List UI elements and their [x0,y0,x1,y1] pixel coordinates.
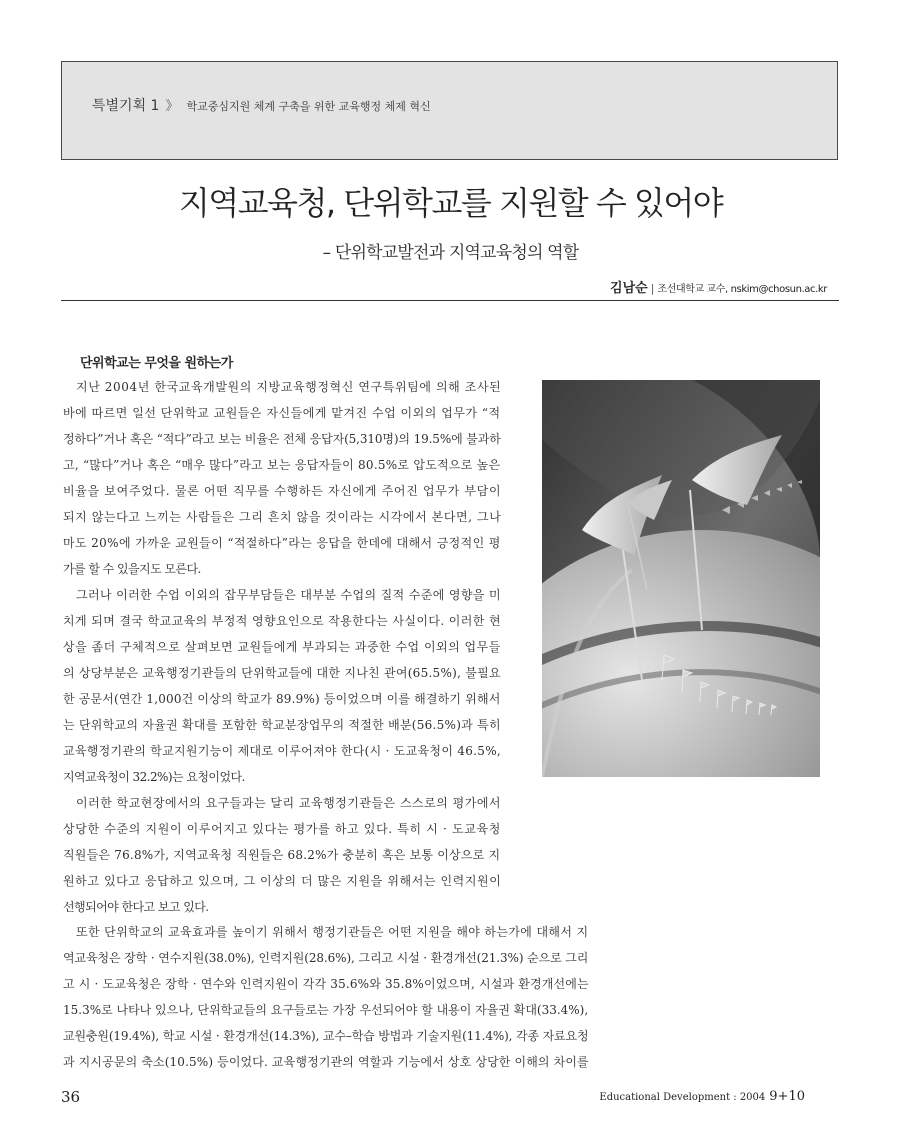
journal-footer [599,1089,805,1104]
series-header-box [61,61,838,160]
series-topic: 학교중심지원 체계 구축을 위한 교육행정 체제 혁신 [186,100,431,113]
journal-name: Educational Development : 2004 [599,1092,766,1103]
body-text-line: 15.3%로 나타나 있으나, 단위학교들의 요구들로는 가장 우선되어야 할 내용이 자율권 확대(33.4%), [63,1003,589,1017]
article-title: 지역교육청, 단위학교를 지원할 수 있어야 [178,184,723,222]
body-text-line: 직원들은 76.8%가, 지역교육청 직원들은 68.2%가 충분히 혹은 보통 이상으로 지 [63,848,501,862]
body-text-line: 비율을 보여주었다. 물론 어떤 직무를 수행하든 자신에게 주어진 업무가 부담이 [63,484,502,498]
double-chevron-icon: 》 [165,99,179,114]
author-name: 김남순 [610,281,648,296]
body-text-line: 치게 되며 결국 학교교육의 부정적 영향요인으로 작용한다는 사실이다. 이러한 현 [63,614,501,628]
body-text-line: 지난 2004년 한국교육개발원의 지방교육행정혁신 연구특위팀에 의해 조사된 [76,380,502,394]
author-affiliation: 조선대학교 교수, nskim@chosun.ac.kr [657,284,827,295]
body-text-line: 마도 20%에 가까운 교원들이 “적절하다”라는 응답을 한데에 대해서 긍정적인 평 [63,536,501,550]
title-divider [61,300,839,301]
body-text-line: 의 상당부분은 교육행정기관들의 단위학교들에 대한 지나친 관여(65.5%), 불필요 [63,666,501,680]
body-text-line: 가를 할 수 있을지도 모른다. [63,562,201,576]
body-text-line: 선행되어야 한다고 보고 있다. [63,900,209,914]
body-text-line: 역교육청은 장학 · 연수지원(38.0%), 인력지원(28.6%), 그리고 시설 · 환경개선(21.3%) 순으로 그리 [63,951,589,965]
body-text-line: 고 시 · 도교육청은 장학 · 연수와 인력지원이 각각 35.6%와 35.8%이었으며, 시설과 환경개선에는 [63,977,589,991]
journal-issue: 9+10 [769,1089,805,1104]
body-text-line: 는 단위학교의 자율권 확대를 포함한 학교분장업무의 적절한 배분(56.5%)과 특히 [63,718,501,732]
body-text-line: 지역교육청이 32.2%)는 요청이었다. [63,770,245,784]
flags-on-globe-illustration [542,380,820,777]
body-text-line: 교육행정기관의 학교지원기능이 제대로 이루어져야 한다(시 · 도교육청이 46.5%, [63,744,501,758]
body-text-line: 한 공문서(연간 1,000건 이상의 학교가 89.9%) 등이었으며 이를 해결하기 위해서 [63,692,501,706]
series-name: 특별기획 1 [92,98,160,114]
body-text-line: 고, “많다”거나 혹은 “매우 많다”라고 보는 응답자들이 80.5%로 압도적으로 높은 [63,458,501,472]
series-header-label [92,95,431,115]
author-byline [610,277,827,296]
body-text-line: 과 지시공문의 축소(10.5%) 등이었다. 교육행정기관의 역할과 기능에서 상호 상당한 이해의 차이를 [63,1055,589,1069]
byline-separator: | [650,282,655,295]
body-text-line: 상당한 수준의 지원이 이루어지고 있다는 평가를 하고 있다. 특히 시 · 도교육청 [63,822,501,836]
body-text-line: 또한 단위학교의 교육효과를 높이기 위해서 행정기관들은 어떤 지원을 해야 하는가에 대해서 지 [76,925,589,939]
body-text-line: 그러나 이러한 수업 이외의 잡무부담들은 대부분 수업의 질적 수준에 영향을 미 [76,588,501,602]
body-text-line: 교원충원(19.4%), 학교 시설 · 환경개선(14.3%), 교수–학습 방법과 기술지원(11.4%), 각종 자료요청 [63,1029,589,1043]
article-subtitle: – 단위학교발전과 지역교육청의 역할 [322,243,579,263]
page-number: 36 [61,1088,81,1106]
illustration-graphic [542,380,820,777]
body-text-line: 바에 따르면 일선 단위학교 교원들은 자신들에게 맡겨진 수업 이외의 업무가 “적 [63,406,501,420]
body-text-line: 이러한 학교현장에서의 요구들과는 달리 교육행정기관들은 스스로의 평가에서 [76,796,502,810]
body-text-line: 원하고 있다고 응답하고 있으며, 그 이상의 더 많은 지원을 위해서는 인력지원이 [63,874,502,888]
body-text-line: 정하다”거나 혹은 “적다”라고 보는 비율은 전체 응답자(5,310명)의 19.5%에 불과하 [63,432,501,446]
body-text-line: 상을 좀더 구체적으로 살펴보면 교원들에게 부과되는 과중한 수업 이외의 업무들 [63,640,501,654]
body-text-line: 되지 않는다고 느끼는 사람들은 그리 흔치 않을 것이라는 시각에서 본다면, 그나 [63,510,502,524]
section-heading: 단위학교는 무엇을 원하는가 [80,356,233,371]
